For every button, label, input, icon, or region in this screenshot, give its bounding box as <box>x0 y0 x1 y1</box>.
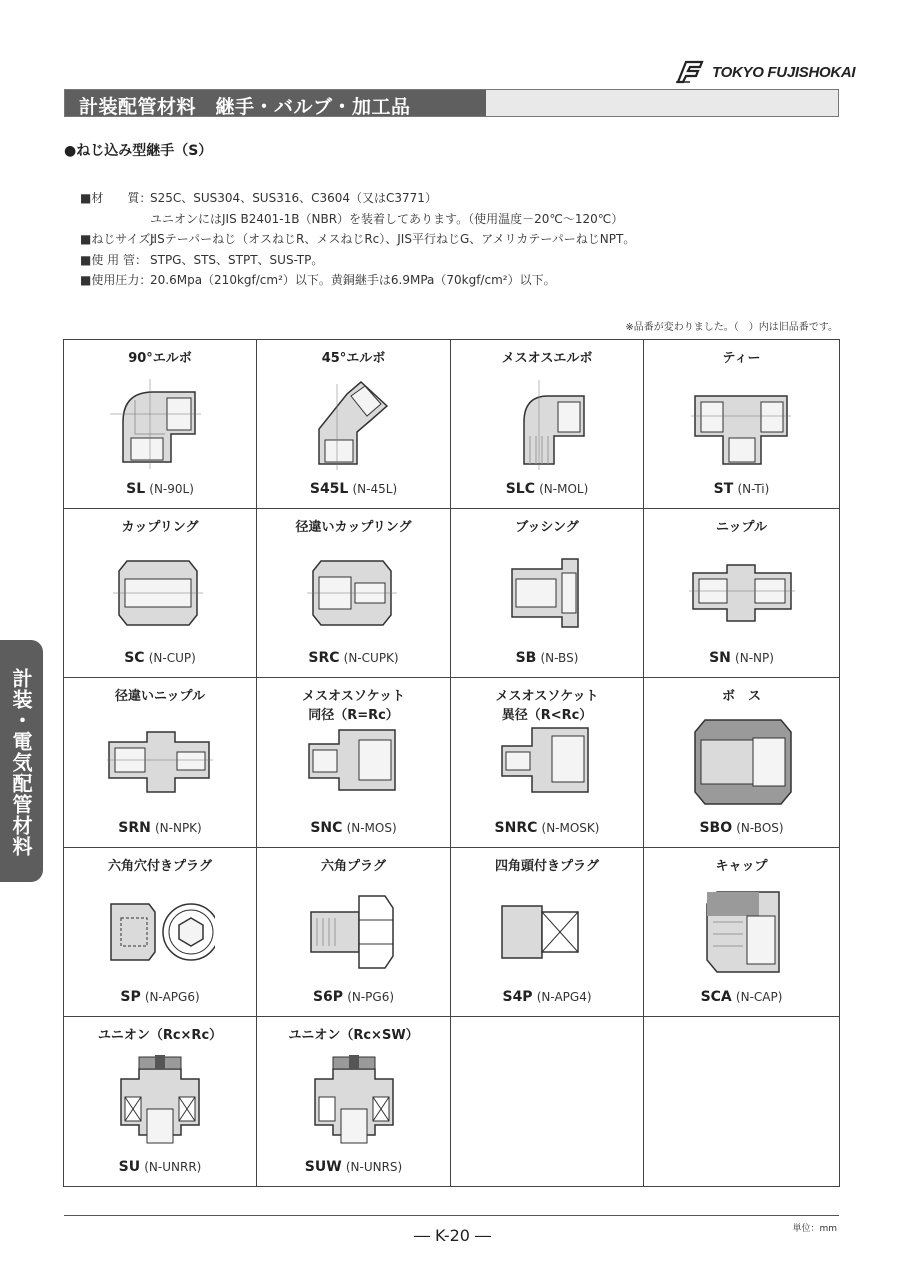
fitting-drawing <box>451 882 643 982</box>
fitting-drawing <box>451 543 643 643</box>
cap-icon <box>687 882 797 982</box>
union-icon <box>105 1051 215 1151</box>
title-bar-dark <box>65 90 486 116</box>
fitting-cell-empty <box>451 1017 644 1186</box>
fitting-name: メスオスエルボ <box>501 351 593 366</box>
fitting-code <box>64 481 256 497</box>
old-part-number: (N-APG4) <box>536 989 592 1004</box>
fitting-drawing <box>644 374 839 474</box>
spec-row <box>80 188 635 209</box>
fitting-cell-s45l[interactable] <box>257 340 451 509</box>
hex-socket-plug-icon <box>105 882 215 982</box>
old-part-number: (N-UNRR) <box>144 1159 202 1174</box>
part-number: SB <box>515 650 537 667</box>
part-number: SL <box>126 481 146 498</box>
fitting-drawing <box>64 1051 256 1151</box>
fitting-cell-snc[interactable] <box>257 678 451 847</box>
fitting-drawing <box>257 374 450 474</box>
fitting-drawing <box>257 712 450 812</box>
fitting-cell-s6p[interactable] <box>257 848 451 1017</box>
fitting-name: ユニオン（Rc×SW） <box>288 1027 419 1043</box>
spec-value: S25C、SUS304、SUS316、C3604（又はC3771） <box>150 191 437 205</box>
spec-value: STPG、STS、STPT、SUS-TP。 <box>150 252 324 267</box>
part-number: SN <box>709 650 731 667</box>
reducing-coupling-icon <box>299 543 409 643</box>
part-number: SU <box>118 1158 141 1175</box>
spec-label: ■使用圧力： <box>80 273 152 287</box>
fitting-name: 径違いニップル <box>115 689 205 705</box>
old-part-number: (N-APG6) <box>144 989 200 1004</box>
fitting-code <box>644 481 839 497</box>
spec-value: 20.6Mpa（210kgf/cm²）以下。黄銅継手は6.9MPa（70kgf/cm²）以下。 <box>150 273 556 287</box>
fitting-code <box>257 1159 450 1175</box>
fitting-cell-sb[interactable] <box>451 509 644 678</box>
fitting-name: ボ ス <box>721 689 761 705</box>
hex-plug-icon <box>299 882 409 982</box>
spec-list <box>80 188 635 291</box>
old-part-number: (N-NP) <box>735 651 774 666</box>
old-part-number: (N-MOL) <box>539 482 589 497</box>
fitting-code <box>451 650 643 666</box>
logo-text: TOKYO FUJISHOKAI <box>712 63 856 81</box>
fitting-drawing <box>257 543 450 643</box>
old-part-number: (N-BOS) <box>736 820 784 835</box>
old-part-number: (N-NPK) <box>154 820 202 835</box>
reducing-socket-icon <box>492 712 602 812</box>
socket-icon <box>299 712 409 812</box>
fitting-name: キャップ <box>715 858 768 874</box>
elbow-90-icon <box>105 374 215 474</box>
old-part-number: (N-BS) <box>540 651 579 666</box>
spec-label: ■ねじサイズ： <box>80 232 163 246</box>
fitting-cell-sc[interactable] <box>64 509 257 678</box>
fitting-drawing <box>644 712 839 812</box>
fitting-cell-sp[interactable] <box>64 848 257 1017</box>
part-number: SLC <box>505 481 535 498</box>
fitting-code <box>257 481 450 497</box>
page-title: 計装配管材料 継手・バルブ・加工品 <box>79 96 411 118</box>
fitting-drawing <box>64 882 256 982</box>
fitting-cell-src[interactable] <box>257 509 451 678</box>
fitting-name: 六角穴付きプラグ <box>107 858 212 874</box>
fitting-cell-suw[interactable] <box>257 1017 451 1186</box>
fitting-drawing <box>257 882 450 982</box>
old-part-number: (N-PG6) <box>347 989 395 1004</box>
fitting-code <box>644 989 839 1005</box>
spec-label: ■使 用 管： <box>80 252 147 267</box>
part-number: S4P <box>502 988 533 1005</box>
boss-icon <box>687 712 797 812</box>
old-part-number: (N-Ti) <box>737 482 770 497</box>
fitting-cell-sca[interactable] <box>644 848 839 1017</box>
fitting-name: 六角プラグ <box>320 858 386 874</box>
part-number: ST <box>713 481 734 498</box>
fitting-cell-sl[interactable] <box>64 340 257 509</box>
fitting-cell-su[interactable] <box>64 1017 257 1186</box>
bushing-icon <box>492 543 602 643</box>
part-number: SNC <box>310 819 343 836</box>
fitting-drawing <box>451 374 643 474</box>
fitting-name: 45°エルボ <box>321 351 386 366</box>
nipple-icon <box>687 543 797 643</box>
street-elbow-icon <box>492 374 602 474</box>
side-tab[interactable] <box>0 640 43 882</box>
fitting-code <box>644 650 839 666</box>
fitting-code <box>451 820 643 836</box>
old-part-number: (N-CAP) <box>735 989 783 1004</box>
square-plug-icon <box>492 882 602 982</box>
fitting-cell-srn[interactable] <box>64 678 257 847</box>
part-number-note: ※品番が変わりました。（ ）内は旧品番です。 <box>625 322 838 333</box>
old-part-number: (N-CUP) <box>148 651 196 666</box>
fitting-code <box>451 989 643 1005</box>
fitting-cell-sn[interactable] <box>644 509 839 678</box>
fitting-name: メスオスソケット 異径（R<Rc） <box>495 689 599 724</box>
elbow-45-icon <box>299 374 409 474</box>
unit-label: 単位：mm <box>792 1224 837 1234</box>
coupling-icon <box>105 543 215 643</box>
part-number: S45L <box>309 481 349 498</box>
part-number: SBO <box>699 819 733 836</box>
fitting-drawing <box>257 1051 450 1151</box>
old-part-number: (N-90L) <box>149 482 194 497</box>
tee-icon <box>687 374 797 474</box>
part-number: SC <box>124 650 145 667</box>
fitting-cell-sbo[interactable] <box>644 678 839 847</box>
fitting-name: ティー <box>722 351 761 366</box>
fitting-drawing <box>644 543 839 643</box>
fitting-name: カップリング <box>121 520 199 536</box>
fitting-cell-empty <box>644 1017 839 1186</box>
fitting-drawing <box>64 374 256 474</box>
title-bar <box>64 89 839 117</box>
spec-row <box>80 270 635 291</box>
spec-row <box>80 229 635 250</box>
fitting-code <box>451 481 643 497</box>
fitting-code <box>64 820 256 836</box>
part-number: SP <box>120 988 141 1005</box>
fittings-grid <box>63 339 840 1187</box>
fitting-cell-s4p[interactable] <box>451 848 644 1017</box>
old-part-number: (N-MOS) <box>346 820 397 835</box>
logo-mark-icon <box>676 60 706 84</box>
fitting-drawing <box>644 882 839 982</box>
spec-label: ■材 質： <box>80 191 152 205</box>
spec-row <box>80 209 635 230</box>
fitting-code <box>64 989 256 1005</box>
part-number: S6P <box>312 988 344 1005</box>
fitting-name: ブッシング <box>515 520 579 536</box>
fitting-code <box>257 820 450 836</box>
old-part-number: (N-CUPK) <box>343 651 399 666</box>
spec-label <box>80 209 150 230</box>
fitting-code <box>64 1159 256 1175</box>
fitting-name: ユニオン（Rc×Rc） <box>97 1027 223 1043</box>
side-tab-label: 計装・電気配管材料 <box>9 668 33 857</box>
fitting-name: ニップル <box>716 520 767 536</box>
fitting-cell-slc[interactable] <box>451 340 644 509</box>
part-number: SNRC <box>494 819 538 836</box>
fitting-name: 四角頭付きプラグ <box>494 858 599 874</box>
fitting-code <box>257 650 450 666</box>
part-number: SUW <box>304 1158 342 1175</box>
reducing-nipple-icon <box>105 712 215 812</box>
fitting-cell-snrc[interactable] <box>451 678 644 847</box>
union-sw-icon <box>299 1051 409 1151</box>
fitting-cell-st[interactable] <box>644 340 839 509</box>
spec-row <box>80 250 635 271</box>
fitting-name: 90°エルボ <box>128 351 192 366</box>
section-heading: ●ねじ込み型継手（S） <box>64 143 213 159</box>
fitting-code <box>64 650 256 666</box>
spec-value: ユニオンにはJIS B2401-1B（NBR）を装着してあります。（使用温度－20℃～120℃） <box>150 211 624 226</box>
page-number: ― K-20 ― <box>413 1226 492 1245</box>
spec-value: JISテーパーねじ（オスねじR、メスねじRc）、JIS平行ねじG、アメリカテーパーねじNPT。 <box>150 232 636 246</box>
old-part-number: (N-45L) <box>352 482 398 497</box>
footer-divider <box>64 1215 839 1216</box>
old-part-number: (N-MOSK) <box>541 820 600 835</box>
old-part-number: (N-UNRS) <box>345 1159 403 1174</box>
fitting-drawing <box>64 712 256 812</box>
fitting-drawing <box>451 712 643 812</box>
part-number: SCA <box>700 988 732 1005</box>
company-logo <box>676 60 855 84</box>
fitting-code <box>644 820 839 836</box>
fitting-name: メスオスソケット 同径（R=Rc） <box>301 689 406 724</box>
fitting-name: 径違いカップリング <box>295 520 412 536</box>
fitting-code <box>257 989 450 1005</box>
fitting-drawing <box>64 543 256 643</box>
part-number: SRN <box>118 819 151 836</box>
part-number: SRC <box>308 650 340 667</box>
